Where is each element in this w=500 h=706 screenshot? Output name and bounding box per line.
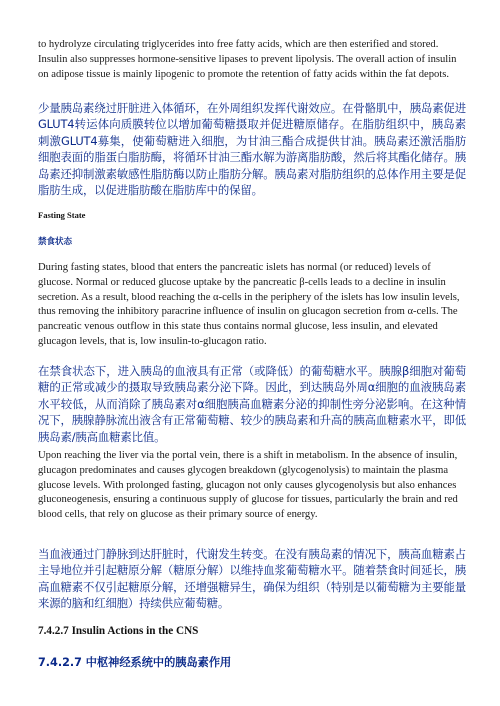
heading-insulin-cns-zh: 7.4.2.7 中枢神经系统中的胰岛素作用 xyxy=(38,656,232,669)
heading-fasting-state-zh: 禁食状态 xyxy=(38,237,73,247)
heading-fasting-state-en: Fasting State xyxy=(38,210,86,220)
paragraph-liver-zh: 当血液通过门静脉到达肝脏时，代谢发生转变。在没有胰岛素的情况下，胰高血糖素占主导地位并引起糖原分解（糖原分解）以维持血浆葡萄糖水平。随着禁食时间延长，胰高血糖素不仅引起糖原分解，还增强糖异生，确保为组织（特别是以葡萄糖为主要能量来源的脑和红细胞）持续供应葡萄糖。 xyxy=(38,547,466,611)
paragraph-liver-en: Upon reaching the liver via the portal vein, there is a shift in metabolism. In the absence of insulin, glucagon predominates and causes glycogen breakdown (glycogenolysis) to maintain the plasma glucose levels. With prolonged fasting, glucagon not only causes glycogenolysis but also enhances gluconeogenesis, ensuring a continuous supply of glucose for tissues, particularly the brain and red blood cells, that rely on glucose as their primary source of energy. xyxy=(38,450,458,521)
heading-insulin-cns-en: 7.4.2.7 Insulin Actions in the CNS xyxy=(38,625,199,637)
paragraph-fasting-en: During fasting states, blood that enters the pancreatic islets has normal (or reduced) levels of glucose. Normal or reduced glucose uptake by the pancreatic β-cells leads to a decline in insulin secretion. As a result, blood reaching the α-cells in the periphery of the islets has low insulin levels, thus removing the inhibitory paracrine influence of insulin on glucagon secretion from α-cells. The pancreatic venous outflow in this state thus contains normal glucose, less insulin, and elevated glucagon levels, that is, low insulin-to-glucagon ratio. xyxy=(38,262,460,347)
paragraph-adipose-zh: 少量胰岛素绕过肝脏进入体循环，在外周组织发挥代谢效应。在骨骼肌中，胰岛素促进GLUT4转运体向质膜转位以增加葡萄糖摄取并促进糖原储存。在脂肪组织中，胰岛素刺激GLUT4募集，使葡萄糖进入细胞，为甘油三酯合成提供甘油。胰岛素还激活脂肪细胞表面的脂蛋白脂肪酶，将循环甘油三酯水解为游离脂肪酸，然后将其酯化储存。胰岛素还抑制激素敏感性脂肪酶以防止脂肪分解。胰岛素对脂肪组织的总体作用主要是促脂肪生成，以促进脂肪酸在脂肪库中的保留。 xyxy=(38,101,466,198)
paragraph-fasting-zh: 在禁食状态下，进入胰岛的血液具有正常（或降低）的葡萄糖水平。胰腺β细胞对葡萄糖的正常或减少的摄取导致胰岛素分泌下降。因此，到达胰岛外周α细胞的血液胰岛素水平较低，从而消除了胰岛素对α细胞胰高血糖素分泌的抑制性旁分泌影响。在这种情况下，胰腺静脉流出液含有正常葡萄糖、较少的胰岛素和升高的胰高血糖素水平，即低胰岛素/胰高血糖素比值。 xyxy=(38,364,466,444)
paragraph-adipose-en: to hydrolyze circulating triglycerides into free fatty acids, which are then esterified and stored. Insulin also suppresses hormone-sensitive lipases to prevent lipolysis. The overall action of insulin on adipose tissue is mainly lipogenic to promote the retention of fatty acids within the fat depots. xyxy=(38,39,457,80)
